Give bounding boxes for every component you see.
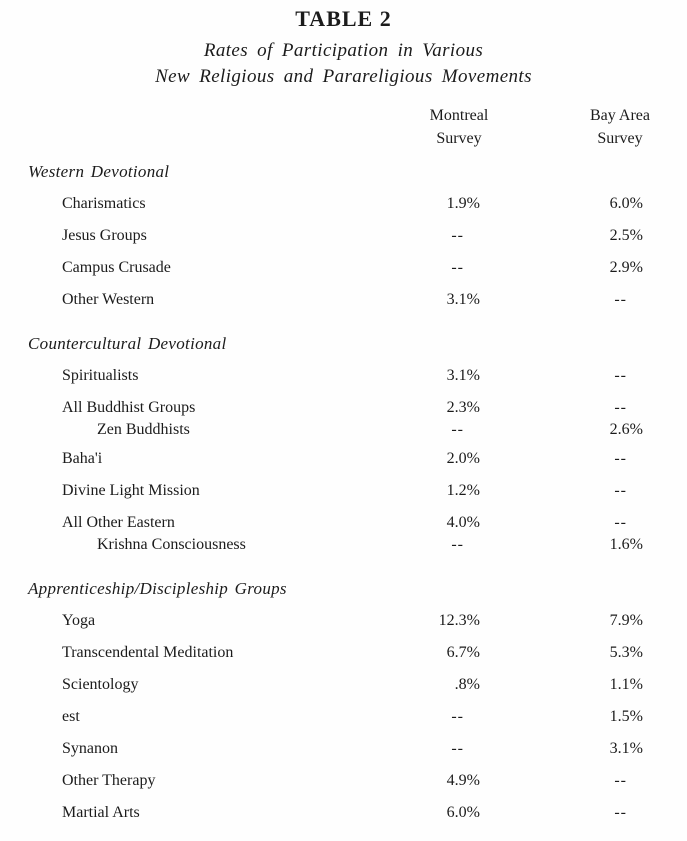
column-header-bay-area-line2: Survey bbox=[597, 130, 643, 147]
row-label: est bbox=[62, 708, 80, 725]
table-body bbox=[0, 161, 687, 824]
table-subrow bbox=[0, 534, 687, 556]
bay-area-value-cell: -- bbox=[614, 482, 627, 499]
montreal-value-cell: 1.9% bbox=[446, 195, 480, 212]
table-subrow bbox=[0, 419, 687, 441]
column-header-montreal-line1: Montreal bbox=[429, 107, 489, 124]
table-row bbox=[0, 448, 687, 470]
montreal-value-cell: .8% bbox=[454, 676, 480, 693]
row-label: Scientology bbox=[62, 676, 139, 693]
row-label: Synanon bbox=[62, 740, 118, 757]
table-row bbox=[0, 289, 687, 311]
row-label: Baha'i bbox=[62, 450, 103, 467]
montreal-value-cell: -- bbox=[451, 536, 464, 553]
bay-area-value-cell: 2.6% bbox=[609, 421, 643, 438]
bay-area-value-cell: -- bbox=[614, 291, 627, 308]
row-label: Transcendental Meditation bbox=[62, 644, 234, 661]
table-subtitle-line2: New Religious and Parareligious Movements bbox=[155, 66, 532, 87]
row-label: Martial Arts bbox=[62, 804, 140, 821]
subrow-label: Krishna Consciousness bbox=[97, 536, 246, 553]
table-row bbox=[0, 397, 687, 419]
table-row bbox=[0, 512, 687, 534]
table-row bbox=[0, 738, 687, 760]
montreal-value-cell: 3.1% bbox=[446, 291, 480, 308]
montreal-value-cell: -- bbox=[451, 421, 464, 438]
bay-area-value-cell: 2.5% bbox=[609, 227, 643, 244]
montreal-value-cell: 2.3% bbox=[446, 399, 480, 416]
montreal-value-cell: -- bbox=[451, 227, 464, 244]
row-label: Yoga bbox=[62, 612, 96, 629]
montreal-value-cell: 12.3% bbox=[438, 612, 480, 629]
table-row bbox=[0, 706, 687, 728]
row-label: Spiritualists bbox=[62, 367, 139, 384]
section-heading-apprenticeship-discipleship bbox=[0, 578, 687, 600]
table-subtitle-line1: Rates of Participation in Various bbox=[203, 40, 484, 61]
table-title: TABLE 2 bbox=[295, 6, 392, 31]
montreal-value-cell: 6.7% bbox=[446, 644, 480, 661]
row-label: All Buddhist Groups bbox=[62, 399, 196, 416]
section-heading-western-devotional bbox=[0, 161, 687, 183]
row-label: Other Therapy bbox=[62, 772, 156, 789]
column-headers bbox=[0, 104, 687, 150]
montreal-value-cell: 4.0% bbox=[446, 514, 480, 531]
bay-area-value-cell: 7.9% bbox=[609, 612, 643, 629]
bay-area-value-cell: 2.9% bbox=[609, 259, 643, 276]
bay-area-value-cell: 1.1% bbox=[609, 676, 643, 693]
montreal-value-cell: -- bbox=[451, 740, 464, 757]
bay-area-value-cell: -- bbox=[614, 514, 627, 531]
table-subtitle bbox=[0, 38, 687, 90]
column-header-bay-area-line1: Bay Area bbox=[590, 107, 650, 124]
table-row bbox=[0, 257, 687, 279]
bay-area-value-cell: 1.6% bbox=[609, 536, 643, 553]
table-row bbox=[0, 642, 687, 664]
bay-area-value-cell: -- bbox=[614, 804, 627, 821]
table-row bbox=[0, 610, 687, 632]
column-header-montreal-survey bbox=[399, 104, 519, 150]
bay-area-value-cell: 3.1% bbox=[609, 740, 643, 757]
bay-area-value-cell: 5.3% bbox=[609, 644, 643, 661]
table-row bbox=[0, 193, 687, 215]
montreal-value-cell: 1.2% bbox=[446, 482, 480, 499]
subrow-label: Zen Buddhists bbox=[97, 421, 190, 438]
table-row bbox=[0, 480, 687, 502]
bay-area-value-cell: -- bbox=[614, 450, 627, 467]
montreal-value-cell: 2.0% bbox=[446, 450, 480, 467]
column-header-bay-area-survey bbox=[560, 104, 680, 150]
section-heading-label: Western Devotional bbox=[28, 162, 170, 181]
table-row bbox=[0, 802, 687, 824]
column-header-montreal-line2: Survey bbox=[436, 130, 482, 147]
section-heading-countercultural-devotional bbox=[0, 333, 687, 355]
row-label: Charismatics bbox=[62, 195, 146, 212]
section-heading-label: Apprenticeship/Discipleship Groups bbox=[28, 579, 287, 598]
bay-area-value-cell: 6.0% bbox=[609, 195, 643, 212]
row-label: Campus Crusade bbox=[62, 259, 171, 276]
row-label: Jesus Groups bbox=[62, 227, 147, 244]
table-row bbox=[0, 770, 687, 792]
bay-area-value-cell: -- bbox=[614, 399, 627, 416]
bay-area-value-cell: 1.5% bbox=[609, 708, 643, 725]
montreal-value-cell: 4.9% bbox=[446, 772, 480, 789]
table-row bbox=[0, 365, 687, 387]
montreal-value-cell: 3.1% bbox=[446, 367, 480, 384]
section-heading-label: Countercultural Devotional bbox=[28, 334, 227, 353]
bay-area-value-cell: -- bbox=[614, 772, 627, 789]
table-row bbox=[0, 225, 687, 247]
montreal-value-cell: -- bbox=[451, 708, 464, 725]
row-label: Divine Light Mission bbox=[62, 482, 200, 499]
row-label: All Other Eastern bbox=[62, 514, 175, 531]
montreal-value-cell: 6.0% bbox=[446, 804, 480, 821]
row-label: Other Western bbox=[62, 291, 155, 308]
montreal-value-cell: -- bbox=[451, 259, 464, 276]
table-row bbox=[0, 674, 687, 696]
bay-area-value-cell: -- bbox=[614, 367, 627, 384]
